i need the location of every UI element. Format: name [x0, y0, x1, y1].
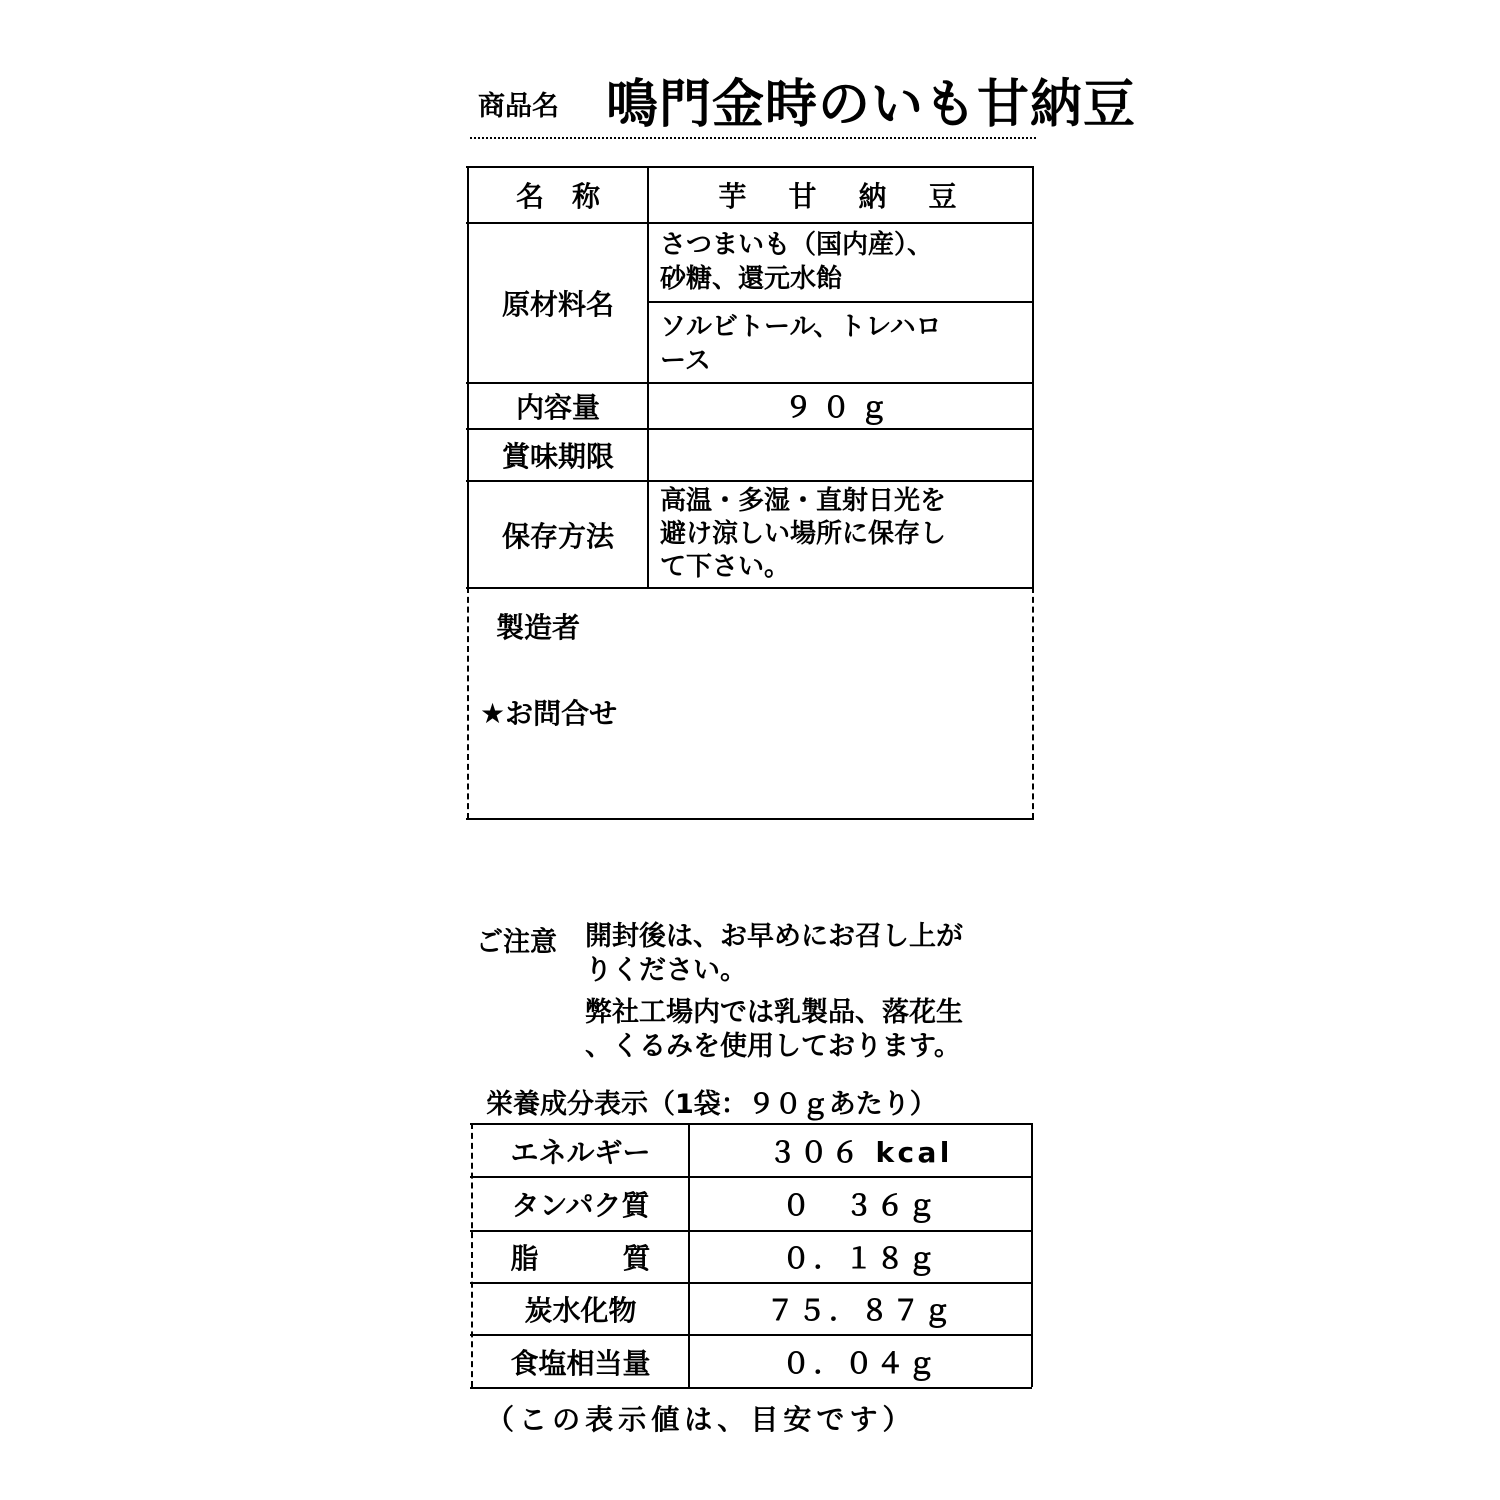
expiry-label: 賞味期限 [501, 440, 614, 473]
inquiry-label: ★お問合せ [480, 697, 618, 730]
ingredients-value-2 [660, 310, 942, 378]
nutrition-label-salt: 食塩相当量 [510, 1346, 651, 1380]
nutrition-label-protein: タンパク質 [511, 1189, 650, 1222]
nutrition-label-fat: 脂 質 [510, 1242, 651, 1275]
nutrition-value-energy: ３０６ kcal [768, 1135, 953, 1169]
nutrition-value-fat: ０．１８ｇ [782, 1242, 939, 1275]
notice-line: 弊社工場内では乳製品、落花生 [585, 997, 963, 1028]
nutrition-title: 栄養成分表示（1袋：９０ｇあたり） [486, 1082, 937, 1125]
nutrition-value-carbohydrate: ７５．８７ｇ [766, 1294, 955, 1327]
table-line [466, 818, 1034, 820]
table-line [466, 587, 1034, 589]
table-line [1031, 1123, 1033, 1387]
name-value: 芋 甘 納 豆 [718, 180, 964, 213]
notice-label: ご注意 [476, 927, 557, 958]
name-label: 名 称 [515, 180, 600, 213]
nutrition-value-salt: ０．０４ｇ [782, 1346, 939, 1380]
notice-line: 、くるみを使用しております。 [585, 1031, 961, 1062]
ingredients-line: ソルビトール、トレハロ [660, 312, 942, 342]
storage-value [660, 485, 946, 584]
ingredients-line: ース [660, 346, 711, 376]
ingredients-label: 原材料名 [501, 288, 614, 321]
product-name: 鳴門金時のいも甘納豆 [606, 75, 1137, 135]
notice-line: 開封後は、お早めにお召し上が [585, 921, 963, 952]
nutrition-value-protein: ０ ３６ｇ [782, 1189, 939, 1222]
product-name-label: 商品名 [478, 91, 559, 122]
content-label: 内容量 [515, 391, 600, 424]
table-line [467, 587, 469, 819]
notice-text [585, 920, 963, 1064]
nutrition-label-energy: エネルギー [510, 1135, 651, 1169]
storage-line: 避け涼しい場所に保存し [660, 519, 947, 549]
table-line [470, 1387, 1032, 1389]
header-divider [470, 137, 1036, 139]
storage-label: 保存方法 [501, 519, 614, 553]
ingredients-line: さつまいも（国内産）、 [660, 230, 934, 260]
storage-line: 高温・多湿・直射日光を [660, 486, 947, 516]
notice-line: りください。 [585, 955, 747, 986]
storage-line: て下さい。 [660, 552, 791, 582]
ingredients-value-1 [660, 228, 933, 296]
content-value: ９０ｇ [784, 391, 898, 424]
table-line [1032, 166, 1034, 587]
table-line [648, 301, 1034, 303]
nutrition-footnote: （この表示値は、目安です） [486, 1403, 916, 1436]
ingredients-line: 砂糖、還元水飴 [660, 264, 843, 294]
nutrition-label-carbohydrate: 炭水化物 [524, 1294, 637, 1327]
expiry-value [650, 430, 1032, 480]
maker-label: 製造者 [496, 611, 581, 644]
table-line [1032, 587, 1034, 819]
